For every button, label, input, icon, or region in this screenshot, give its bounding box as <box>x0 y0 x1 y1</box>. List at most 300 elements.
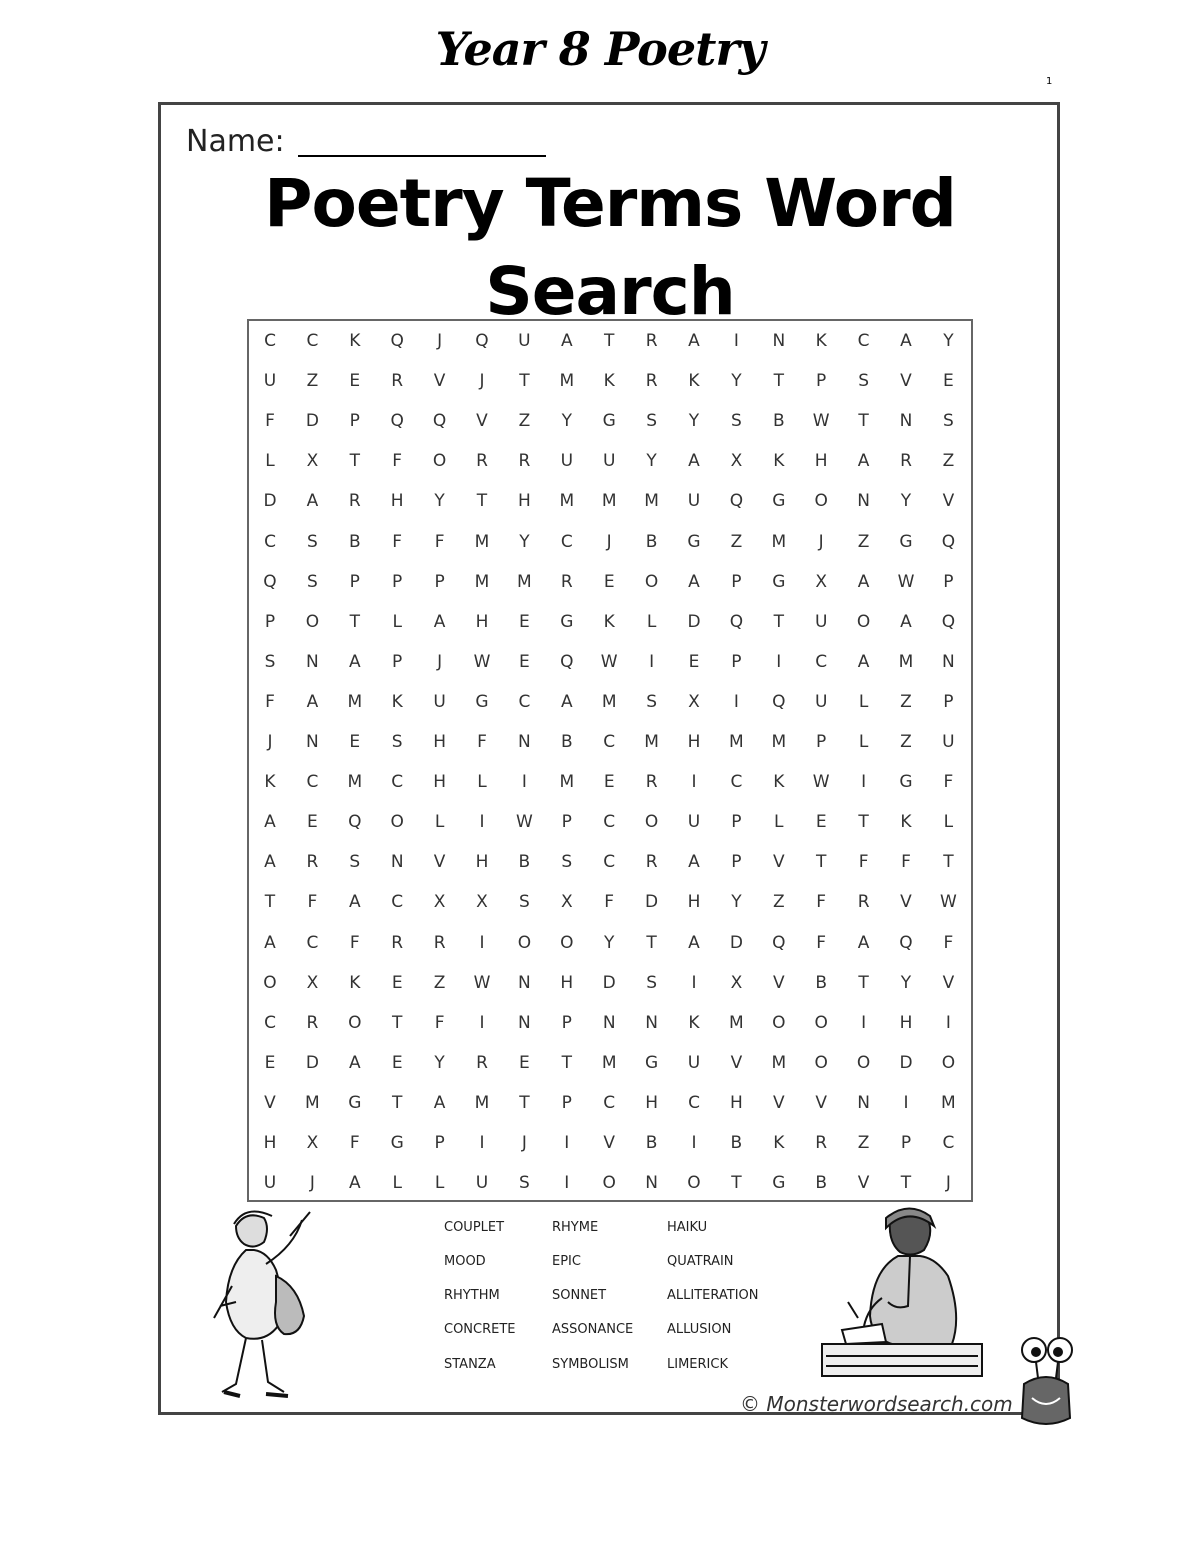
grid-letter[interactable]: O <box>602 1173 616 1194</box>
grid-letter[interactable]: R <box>433 932 446 953</box>
grid-letter[interactable]: Q <box>348 812 362 833</box>
grid-letter[interactable]: F <box>943 772 954 793</box>
grid-letter[interactable]: T <box>858 411 869 432</box>
grid-letter[interactable]: O <box>814 1012 828 1033</box>
grid-letter[interactable]: P <box>561 812 572 833</box>
grid-letter[interactable]: T <box>731 1173 742 1194</box>
grid-letter[interactable]: T <box>773 611 784 632</box>
grid-letter[interactable]: Z <box>900 732 912 752</box>
grid-letter[interactable]: I <box>691 972 697 993</box>
grid-letter[interactable]: Q <box>772 932 786 953</box>
grid-letter[interactable]: Q <box>390 331 404 351</box>
grid-letter[interactable]: C <box>603 1092 616 1113</box>
grid-letter[interactable]: N <box>645 1012 658 1033</box>
grid-letter[interactable]: K <box>815 331 827 351</box>
grid-letter[interactable]: M <box>898 651 914 672</box>
grid-letter[interactable]: X <box>560 892 573 913</box>
grid-letter[interactable]: C <box>306 331 319 351</box>
grid-letter[interactable]: M <box>347 691 363 712</box>
grid-letter[interactable]: X <box>688 691 700 712</box>
grid-letter[interactable]: E <box>519 1052 530 1073</box>
grid-letter[interactable]: I <box>903 1092 909 1113</box>
grid-letter[interactable]: E <box>349 732 361 752</box>
grid-letter[interactable]: C <box>264 331 276 351</box>
grid-letter[interactable]: M <box>601 1052 617 1073</box>
grid-letter[interactable]: N <box>645 1173 658 1194</box>
grid-letter[interactable]: W <box>812 411 830 432</box>
grid-letter[interactable]: M <box>474 1092 490 1113</box>
grid-letter[interactable]: D <box>305 1052 319 1073</box>
grid-letter[interactable]: L <box>392 611 402 632</box>
grid-letter[interactable]: X <box>433 892 446 913</box>
grid-letter[interactable]: S <box>391 732 403 752</box>
grid-letter[interactable]: R <box>645 852 658 873</box>
grid-letter[interactable]: V <box>603 1133 615 1153</box>
grid-letter[interactable]: W <box>473 651 491 672</box>
grid-letter[interactable]: L <box>477 772 487 793</box>
grid-letter[interactable]: F <box>901 852 911 873</box>
grid-letter[interactable]: U <box>560 451 574 472</box>
grid-letter[interactable]: Q <box>941 531 956 552</box>
grid-letter[interactable]: G <box>899 772 913 793</box>
grid-letter[interactable]: L <box>434 1173 445 1194</box>
grid-letter[interactable]: S <box>646 972 657 993</box>
grid-letter[interactable]: I <box>691 1133 697 1153</box>
grid-letter[interactable]: A <box>348 651 361 672</box>
grid-letter[interactable]: X <box>730 972 743 993</box>
grid-letter[interactable]: P <box>392 651 403 672</box>
grid-letter[interactable]: R <box>645 772 658 793</box>
grid-letter[interactable]: R <box>306 1012 319 1033</box>
grid-letter[interactable]: F <box>349 932 360 953</box>
grid-letter[interactable]: T <box>858 812 869 833</box>
grid-letter[interactable]: N <box>518 1012 531 1033</box>
grid-letter[interactable]: C <box>560 531 573 552</box>
grid-letter[interactable]: H <box>433 732 446 752</box>
grid-letter[interactable]: U <box>518 331 531 351</box>
grid-letter[interactable]: S <box>306 531 318 552</box>
grid-letter[interactable]: K <box>773 1133 785 1153</box>
grid-letter[interactable]: R <box>815 1133 828 1153</box>
grid-letter[interactable]: G <box>899 531 913 552</box>
grid-letter[interactable]: K <box>688 1012 700 1033</box>
grid-letter[interactable]: Q <box>263 571 277 592</box>
grid-letter[interactable]: O <box>263 972 277 993</box>
grid-letter[interactable]: B <box>772 411 785 432</box>
grid-letter[interactable]: E <box>264 1052 276 1073</box>
grid-letter[interactable]: S <box>518 892 530 913</box>
grid-letter[interactable]: L <box>265 451 275 472</box>
grid-letter[interactable]: J <box>267 732 273 752</box>
grid-letter[interactable]: J <box>437 651 443 672</box>
grid-letter[interactable]: Z <box>730 531 743 552</box>
grid-letter[interactable]: P <box>943 691 954 712</box>
grid-letter[interactable]: C <box>942 1133 955 1153</box>
grid-letter[interactable]: X <box>730 451 743 472</box>
grid-letter[interactable]: D <box>687 611 701 632</box>
grid-letter[interactable]: G <box>772 571 786 592</box>
grid-letter[interactable]: M <box>474 571 490 592</box>
grid-letter[interactable]: A <box>348 1173 361 1194</box>
grid-letter[interactable]: A <box>433 611 446 632</box>
grid-letter[interactable]: S <box>942 411 954 432</box>
grid-letter[interactable]: T <box>561 1052 572 1073</box>
grid-letter[interactable]: U <box>942 732 955 752</box>
grid-letter[interactable]: O <box>772 1012 786 1033</box>
grid-letter[interactable]: U <box>814 611 828 632</box>
grid-letter[interactable]: T <box>815 852 827 873</box>
grid-letter[interactable]: Y <box>434 1052 445 1073</box>
grid-letter[interactable]: F <box>349 1133 360 1153</box>
grid-letter[interactable]: N <box>390 852 404 873</box>
grid-letter[interactable]: Q <box>729 611 744 632</box>
grid-letter[interactable]: I <box>733 331 739 351</box>
grid-letter[interactable]: I <box>945 1012 951 1033</box>
grid-letter[interactable]: V <box>900 371 912 392</box>
grid-letter[interactable]: A <box>560 691 573 712</box>
grid-letter[interactable]: S <box>306 571 318 592</box>
grid-letter[interactable]: A <box>688 451 700 472</box>
grid-letter[interactable]: I <box>649 651 655 672</box>
grid-letter[interactable]: J <box>818 531 824 552</box>
grid-letter[interactable]: N <box>306 651 319 672</box>
grid-letter[interactable]: J <box>309 1173 315 1194</box>
grid-letter[interactable]: F <box>265 691 275 712</box>
grid-letter[interactable]: U <box>263 1173 277 1194</box>
grid-letter[interactable]: M <box>601 491 617 512</box>
grid-letter[interactable]: Q <box>475 331 489 351</box>
grid-letter[interactable]: F <box>265 411 275 432</box>
grid-letter[interactable]: C <box>688 1092 700 1113</box>
grid-letter[interactable]: S <box>646 691 657 712</box>
grid-letter[interactable]: T <box>476 491 488 512</box>
grid-letter[interactable]: L <box>943 812 954 833</box>
grid-letter[interactable]: T <box>773 371 784 392</box>
grid-letter[interactable]: P <box>943 571 954 592</box>
grid-letter[interactable]: G <box>560 611 574 632</box>
grid-letter[interactable]: H <box>475 852 489 873</box>
grid-letter[interactable]: S <box>518 1173 530 1194</box>
grid-letter[interactable]: E <box>519 651 530 672</box>
grid-letter[interactable]: R <box>900 451 912 472</box>
grid-letter[interactable]: Q <box>560 651 574 672</box>
grid-letter[interactable]: B <box>730 1133 743 1153</box>
grid-letter[interactable]: I <box>564 1133 570 1153</box>
grid-letter[interactable]: G <box>772 1173 786 1194</box>
grid-letter[interactable]: Y <box>688 411 700 432</box>
grid-letter[interactable]: V <box>772 1092 785 1113</box>
grid-letter[interactable]: E <box>815 812 827 833</box>
grid-letter[interactable]: Y <box>646 451 657 472</box>
grid-letter[interactable]: I <box>479 812 485 833</box>
grid-letter[interactable]: T <box>349 451 360 472</box>
grid-letter[interactable]: F <box>434 1012 445 1033</box>
grid-letter[interactable]: A <box>560 331 573 351</box>
grid-letter[interactable]: C <box>391 772 404 793</box>
grid-letter[interactable]: D <box>263 491 277 512</box>
grid-letter[interactable]: M <box>771 1052 787 1073</box>
grid-letter[interactable]: E <box>688 651 700 672</box>
grid-letter[interactable]: Y <box>731 371 742 392</box>
grid-letter[interactable]: Z <box>857 1133 870 1153</box>
grid-letter[interactable]: M <box>729 732 744 752</box>
grid-letter[interactable]: S <box>264 651 276 672</box>
grid-letter[interactable]: F <box>307 892 318 913</box>
grid-letter[interactable]: H <box>390 491 404 512</box>
grid-letter[interactable]: F <box>943 932 954 953</box>
grid-letter[interactable]: R <box>391 371 404 392</box>
grid-letter[interactable]: G <box>772 491 786 512</box>
grid-letter[interactable]: H <box>433 772 446 793</box>
grid-letter[interactable]: M <box>771 531 787 552</box>
grid-letter[interactable]: O <box>305 611 320 632</box>
grid-letter[interactable]: P <box>264 611 276 632</box>
grid-letter[interactable]: T <box>646 932 657 953</box>
grid-letter[interactable]: V <box>815 1092 827 1113</box>
grid-letter[interactable]: Z <box>433 972 446 993</box>
grid-letter[interactable]: W <box>515 812 533 833</box>
grid-letter[interactable]: J <box>606 531 612 552</box>
grid-letter[interactable]: W <box>939 892 957 913</box>
grid-letter[interactable]: V <box>433 852 446 873</box>
grid-letter[interactable]: A <box>857 651 870 672</box>
grid-letter[interactable]: T <box>264 892 276 913</box>
grid-letter[interactable]: O <box>560 932 574 953</box>
grid-letter[interactable]: O <box>941 1052 956 1073</box>
grid-letter[interactable]: A <box>348 1052 361 1073</box>
grid-letter[interactable]: B <box>815 1173 828 1194</box>
grid-letter[interactable]: M <box>601 691 617 712</box>
grid-letter[interactable]: M <box>559 371 575 392</box>
grid-letter[interactable]: V <box>942 491 955 512</box>
grid-letter[interactable]: Y <box>943 331 954 351</box>
grid-letter[interactable]: D <box>729 932 743 953</box>
grid-letter[interactable]: P <box>434 571 445 592</box>
grid-letter[interactable]: Q <box>941 611 956 632</box>
grid-letter[interactable]: M <box>559 772 575 793</box>
grid-letter[interactable]: K <box>349 331 361 351</box>
grid-letter[interactable]: D <box>899 1052 913 1073</box>
grid-letter[interactable]: A <box>900 611 912 632</box>
grid-letter[interactable]: M <box>644 491 659 512</box>
grid-letter[interactable]: K <box>264 772 276 793</box>
grid-letter[interactable]: A <box>900 331 912 351</box>
grid-letter[interactable]: E <box>519 611 530 632</box>
grid-letter[interactable]: Z <box>306 371 319 392</box>
grid-letter[interactable]: Z <box>772 892 785 913</box>
grid-letter[interactable]: N <box>772 331 786 351</box>
grid-letter[interactable]: F <box>434 531 445 552</box>
grid-letter[interactable]: N <box>518 972 531 993</box>
grid-letter[interactable]: H <box>560 972 574 993</box>
grid-letter[interactable]: K <box>603 371 615 392</box>
grid-letter[interactable]: U <box>687 1052 701 1073</box>
grid-letter[interactable]: L <box>774 812 784 833</box>
grid-letter[interactable]: K <box>688 371 700 392</box>
grid-letter[interactable]: G <box>475 691 489 712</box>
grid-letter[interactable]: A <box>688 932 700 953</box>
grid-letter[interactable]: A <box>857 932 870 953</box>
grid-letter[interactable]: T <box>349 611 360 632</box>
grid-letter[interactable]: O <box>390 812 404 833</box>
grid-letter[interactable]: G <box>348 1092 362 1113</box>
grid-letter[interactable]: Q <box>772 691 786 712</box>
grid-letter[interactable]: M <box>729 1012 744 1033</box>
grid-letter[interactable]: P <box>349 411 360 432</box>
grid-letter[interactable]: H <box>729 1092 743 1113</box>
grid-letter[interactable]: V <box>942 972 955 993</box>
grid-letter[interactable]: R <box>391 932 404 953</box>
grid-letter[interactable]: L <box>858 732 869 752</box>
grid-letter[interactable]: M <box>474 531 490 552</box>
grid-letter[interactable]: P <box>731 812 742 833</box>
grid-letter[interactable]: Q <box>432 411 447 432</box>
grid-letter[interactable]: H <box>645 1092 658 1113</box>
grid-letter[interactable]: V <box>730 1052 743 1073</box>
grid-letter[interactable]: E <box>603 571 615 592</box>
grid-letter[interactable]: I <box>861 772 867 793</box>
grid-letter[interactable]: X <box>306 451 319 472</box>
grid-letter[interactable]: U <box>433 691 446 712</box>
grid-letter[interactable]: U <box>687 812 701 833</box>
grid-letter[interactable]: A <box>348 892 361 913</box>
grid-letter[interactable]: Y <box>900 972 912 993</box>
grid-letter[interactable]: F <box>816 932 827 953</box>
grid-letter[interactable]: G <box>645 1052 659 1073</box>
grid-letter[interactable]: T <box>603 331 615 351</box>
grid-letter[interactable]: F <box>392 451 403 472</box>
grid-letter[interactable]: P <box>816 732 827 752</box>
grid-letter[interactable]: R <box>560 571 573 592</box>
grid-letter[interactable]: W <box>897 571 915 592</box>
grid-letter[interactable]: N <box>518 732 531 752</box>
grid-letter[interactable]: N <box>306 732 319 752</box>
grid-letter[interactable]: F <box>816 892 827 913</box>
grid-letter[interactable]: P <box>392 571 403 592</box>
grid-letter[interactable]: M <box>771 732 787 752</box>
grid-letter[interactable]: L <box>858 691 869 712</box>
grid-letter[interactable]: F <box>392 531 403 552</box>
grid-letter[interactable]: F <box>604 892 615 913</box>
grid-letter[interactable]: M <box>644 732 659 752</box>
grid-letter[interactable]: Q <box>390 411 404 432</box>
grid-letter[interactable]: K <box>773 451 785 472</box>
grid-letter[interactable]: A <box>433 1092 446 1113</box>
grid-letter[interactable]: H <box>814 451 828 472</box>
grid-letter[interactable]: Q <box>729 491 744 512</box>
grid-letter[interactable]: C <box>730 772 743 793</box>
grid-letter[interactable]: B <box>560 732 573 752</box>
grid-letter[interactable]: D <box>602 972 616 993</box>
grid-letter[interactable]: A <box>688 331 700 351</box>
grid-letter[interactable]: F <box>858 852 869 873</box>
grid-letter[interactable]: C <box>518 691 531 712</box>
grid-letter[interactable]: P <box>561 1012 572 1033</box>
grid-letter[interactable]: Y <box>731 892 742 913</box>
grid-letter[interactable]: Z <box>942 451 955 472</box>
grid-letter[interactable]: I <box>479 932 485 953</box>
grid-letter[interactable]: B <box>645 1133 658 1153</box>
grid-letter[interactable]: O <box>348 1012 362 1033</box>
grid-letter[interactable]: E <box>603 772 615 793</box>
grid-letter[interactable]: X <box>306 972 319 993</box>
grid-letter[interactable]: D <box>305 411 319 432</box>
grid-letter[interactable]: M <box>305 1092 320 1113</box>
grid-letter[interactable]: O <box>644 571 659 592</box>
grid-letter[interactable]: Z <box>518 411 531 432</box>
grid-letter[interactable]: I <box>861 1012 867 1033</box>
grid-letter[interactable]: W <box>473 972 491 993</box>
grid-letter[interactable]: A <box>857 451 870 472</box>
grid-letter[interactable]: E <box>391 972 403 993</box>
grid-letter[interactable]: M <box>347 772 363 793</box>
grid-letter[interactable]: S <box>858 371 869 392</box>
grid-letter[interactable]: H <box>687 892 701 913</box>
grid-letter[interactable]: T <box>943 852 954 873</box>
grid-letter[interactable]: A <box>306 491 319 512</box>
grid-letter[interactable]: N <box>602 1012 616 1033</box>
grid-letter[interactable]: T <box>900 1173 912 1194</box>
grid-letter[interactable]: R <box>645 331 658 351</box>
grid-letter[interactable]: Q <box>899 932 913 953</box>
grid-letter[interactable]: R <box>476 1052 488 1073</box>
grid-letter[interactable]: N <box>857 1092 870 1113</box>
grid-letter[interactable]: C <box>603 812 616 833</box>
grid-letter[interactable]: K <box>900 812 912 833</box>
grid-letter[interactable]: S <box>349 852 361 873</box>
grid-letter[interactable]: A <box>264 812 276 833</box>
grid-letter[interactable]: T <box>391 1092 403 1113</box>
grid-letter[interactable]: C <box>391 892 404 913</box>
grid-letter[interactable]: C <box>815 651 828 672</box>
grid-letter[interactable]: A <box>688 571 700 592</box>
grid-letter[interactable]: Y <box>519 531 530 552</box>
grid-letter[interactable]: I <box>479 1012 485 1033</box>
grid-letter[interactable]: P <box>816 371 827 392</box>
grid-letter[interactable]: A <box>264 932 276 953</box>
grid-letter[interactable]: N <box>857 491 870 512</box>
grid-letter[interactable]: O <box>644 812 659 833</box>
grid-letter[interactable]: V <box>900 892 912 913</box>
grid-letter[interactable]: Y <box>434 491 445 512</box>
grid-letter[interactable]: U <box>814 691 828 712</box>
grid-letter[interactable]: C <box>603 732 616 752</box>
grid-letter[interactable]: O <box>687 1173 701 1194</box>
grid-letter[interactable]: R <box>476 451 488 472</box>
grid-letter[interactable]: I <box>564 1173 570 1194</box>
grid-letter[interactable]: R <box>348 491 361 512</box>
grid-letter[interactable]: G <box>390 1133 404 1153</box>
grid-letter[interactable]: R <box>645 371 658 392</box>
grid-letter[interactable]: K <box>603 611 615 632</box>
grid-letter[interactable]: P <box>731 571 742 592</box>
grid-letter[interactable]: E <box>307 812 318 833</box>
grid-letter[interactable]: O <box>517 932 532 953</box>
grid-letter[interactable]: J <box>437 331 443 351</box>
grid-letter[interactable]: C <box>306 772 319 793</box>
grid-letter[interactable]: V <box>264 1092 276 1113</box>
grid-letter[interactable]: P <box>731 651 742 672</box>
grid-letter[interactable]: E <box>349 371 361 392</box>
grid-letter[interactable]: Z <box>900 691 912 712</box>
grid-letter[interactable]: I <box>521 772 527 793</box>
grid-letter[interactable]: I <box>776 651 782 672</box>
grid-letter[interactable]: O <box>856 611 871 632</box>
grid-letter[interactable]: B <box>518 852 531 873</box>
grid-letter[interactable]: R <box>857 892 870 913</box>
grid-letter[interactable]: U <box>263 371 277 392</box>
grid-letter[interactable]: E <box>391 1052 403 1073</box>
